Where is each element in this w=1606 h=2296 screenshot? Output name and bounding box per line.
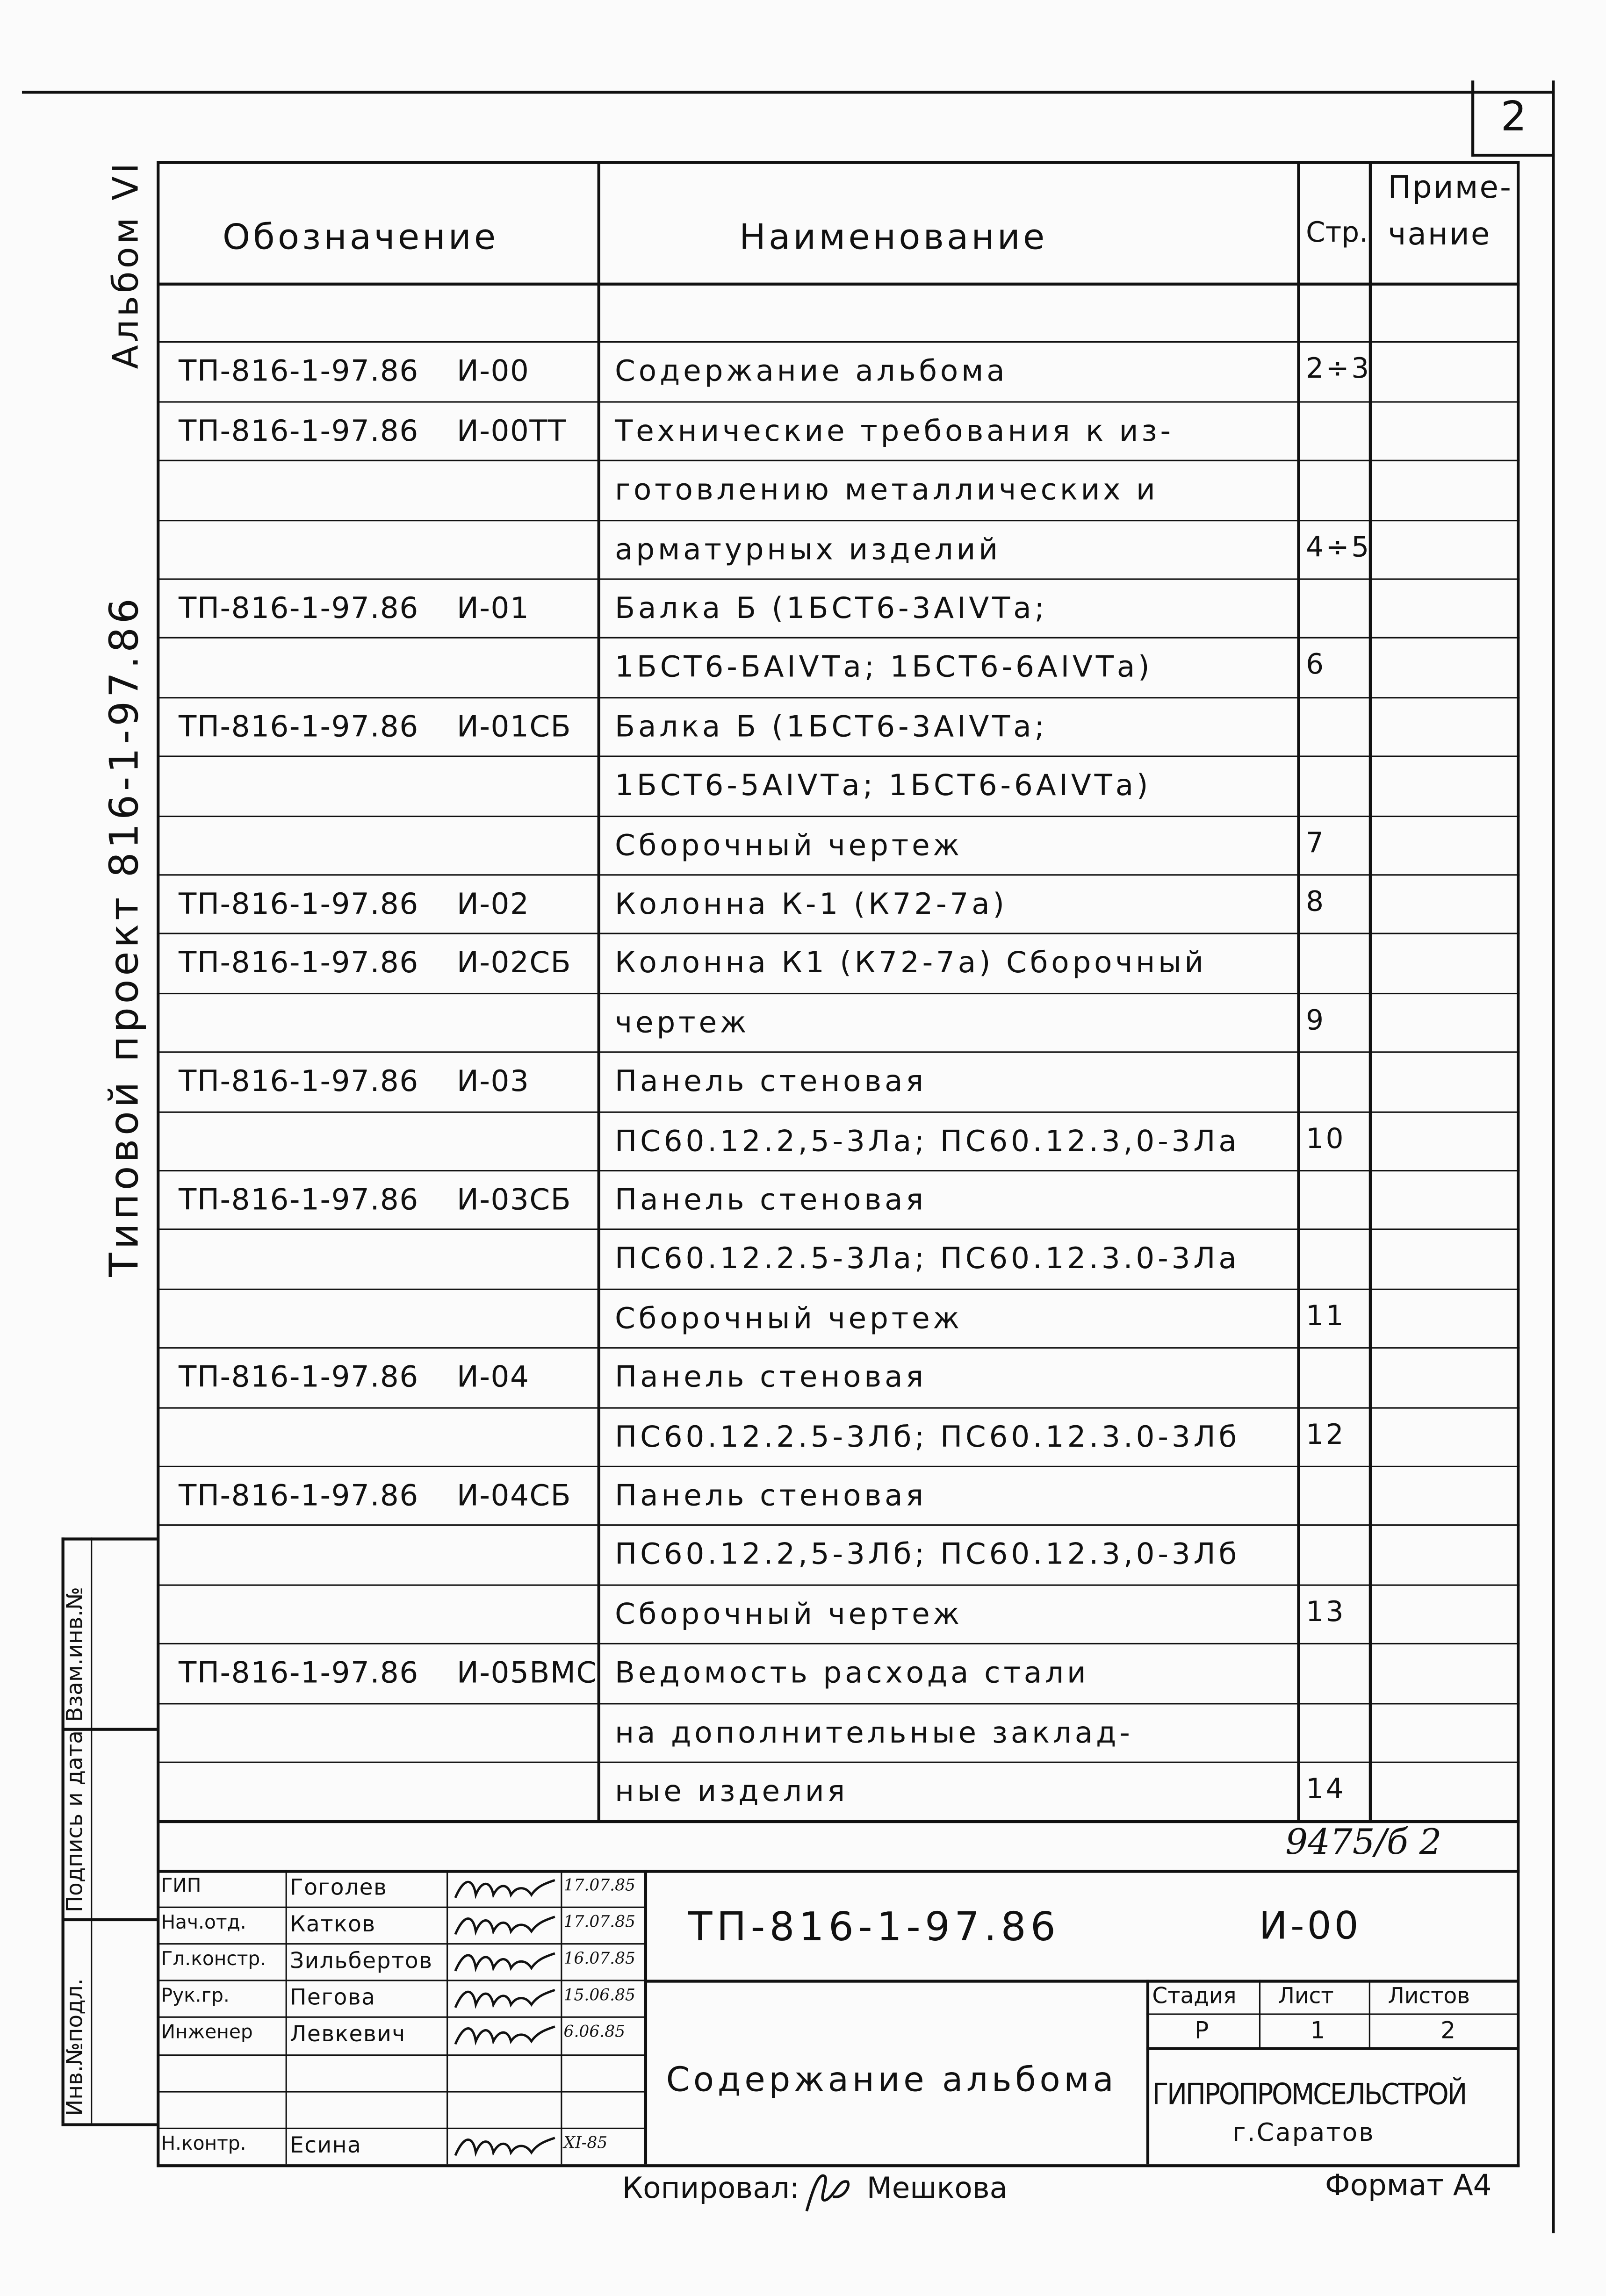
- sheet-label: Лист: [1278, 1982, 1334, 2009]
- row-code-suffix: И-01: [456, 590, 530, 625]
- row-name: на дополнительные заклад-: [615, 1714, 1133, 1750]
- row-page: 12: [1306, 1418, 1346, 1451]
- row-page: 2÷3: [1306, 353, 1371, 386]
- row-name: Сборочный чертеж: [615, 826, 963, 862]
- row-code-suffix: И-02СБ: [456, 945, 572, 980]
- sheet-box-bottom: [1471, 154, 1555, 157]
- row-code: ТП-816-1-97.86: [179, 886, 419, 921]
- signer-date: 15.06.85: [563, 1986, 635, 2005]
- signature: [449, 2129, 561, 2164]
- row-page: 14: [1306, 1773, 1346, 1806]
- archive-number: 9475/б 2: [1285, 1822, 1442, 1863]
- row-code: ТП-816-1-97.86: [179, 1359, 419, 1394]
- row-code-suffix: И-03СБ: [456, 1182, 572, 1217]
- row-name: Панель стеновая: [615, 1063, 927, 1099]
- row-name: Балка Б (1БСТ6-3АIVТа;: [615, 590, 1048, 625]
- sheets-value: 2: [1440, 2016, 1456, 2045]
- copied-label: Копировал:: [622, 2170, 799, 2205]
- signer-name: Пегова: [289, 1984, 376, 2011]
- row-name: ПС60.12.2.5-3Ла; ПС60.12.3.0-3Ла: [615, 1241, 1240, 1276]
- row-name: чертеж: [615, 1004, 750, 1040]
- row-code: ТП-816-1-97.86: [179, 945, 419, 980]
- row-page: 6: [1306, 649, 1326, 682]
- row-code-suffix: И-04СБ: [456, 1477, 572, 1513]
- row-name: 1БСТ6-БАIVТа; 1БСТ6-6АIVТа): [615, 649, 1153, 685]
- row-code: ТП-816-1-97.86: [179, 353, 419, 389]
- stage-value: Р: [1195, 2016, 1209, 2045]
- signer-role: Рук.гр.: [161, 1986, 230, 2008]
- row-page: 4÷5: [1306, 531, 1371, 563]
- row-name: Сборочный чертеж: [615, 1300, 963, 1335]
- row-code-suffix: И-01СБ: [456, 708, 572, 744]
- sheet-value: 1: [1310, 2016, 1325, 2045]
- album-label: Альбом VI: [105, 160, 147, 369]
- signer-role: Инженер: [161, 2023, 253, 2045]
- header-name: Наименование: [739, 216, 1048, 258]
- row-page: 8: [1306, 886, 1326, 918]
- signature: [449, 1981, 561, 2016]
- document-title: Содержание альбома: [666, 2061, 1117, 2100]
- row-code-suffix: И-02: [456, 886, 530, 921]
- signer-role: Гл.констр.: [161, 1949, 266, 1972]
- format-label: Формат А4: [1325, 2167, 1492, 2203]
- row-code: ТП-816-1-97.86: [179, 708, 419, 744]
- signer-name: Левкевич: [289, 2021, 406, 2048]
- signature: [449, 1945, 561, 1980]
- header-note-1: Приме-: [1388, 170, 1512, 205]
- row-name: Балка Б (1БСТ6-3АIVТа;: [615, 708, 1048, 744]
- signer-role: Н.контр.: [161, 2133, 246, 2155]
- copier-signature: [798, 2161, 857, 2220]
- row-name: Технические требования к из-: [615, 412, 1174, 448]
- stamp-label-replace: Взам.инв.№: [61, 1586, 88, 1722]
- signer-date: 6.06.85: [563, 2023, 626, 2042]
- signer-name: Гоголев: [289, 1874, 388, 1901]
- row-code-suffix: И-04: [456, 1359, 530, 1394]
- row-code: ТП-816-1-97.86: [179, 412, 419, 448]
- row-page: 9: [1306, 1004, 1326, 1037]
- signer-date: 17.07.85: [563, 1912, 635, 1932]
- row-code: ТП-816-1-97.86: [179, 1655, 419, 1690]
- row-name: ПС60.12.2,5-3Ла; ПС60.12.3,0-3Ла: [615, 1122, 1240, 1158]
- organization-city: г.Саратов: [1232, 2119, 1375, 2148]
- row-code: ТП-816-1-97.86: [179, 590, 419, 625]
- row-name: ные изделия: [615, 1773, 849, 1808]
- title-designation: ТП-816-1-97.86: [688, 1905, 1060, 1951]
- row-name: ПС60.12.2,5-3Лб; ПС60.12.3,0-3Лб: [615, 1536, 1240, 1572]
- title-designation-suffix: И-00: [1259, 1905, 1361, 1949]
- top-border: [22, 91, 1555, 93]
- row-name: ПС60.12.2.5-3Лб; ПС60.12.3.0-3Лб: [615, 1418, 1240, 1454]
- header-note-2: чание: [1388, 216, 1491, 252]
- row-page: 11: [1306, 1300, 1346, 1333]
- stamp-label-signature: Подпись и дата: [61, 1730, 88, 1913]
- row-code: ТП-816-1-97.86: [179, 1063, 419, 1099]
- row-name: Ведомость расхода стали: [615, 1655, 1089, 1690]
- row-name: Панель стеновая: [615, 1359, 927, 1394]
- row-name: 1БСТ6-5АIVТа; 1БСТ6-6АIVТа): [615, 768, 1152, 803]
- signer-name: Есина: [289, 2131, 362, 2158]
- signer-role: ГИП: [161, 1875, 202, 1898]
- signer-date: 16.07.85: [563, 1949, 635, 1968]
- row-code-suffix: И-03: [456, 1063, 530, 1099]
- signer-date: XI-85: [563, 2133, 608, 2152]
- organization: ГИПРОПРОМСЕЛЬСТРОЙ: [1152, 2076, 1466, 2112]
- row-name: Сборочный чертеж: [615, 1596, 963, 1631]
- signer-date: 17.07.85: [563, 1875, 635, 1895]
- row-code: ТП-816-1-97.86: [179, 1182, 419, 1217]
- row-page: 13: [1306, 1596, 1346, 1628]
- signature: [449, 1908, 561, 1943]
- header-designation: Обозначение: [222, 216, 499, 258]
- sheets-label: Листов: [1388, 1982, 1470, 2009]
- row-code-suffix: И-00ТТ: [456, 412, 567, 448]
- signature: [449, 1872, 561, 1907]
- row-code-suffix: И-00: [456, 353, 530, 389]
- row-name: Панель стеновая: [615, 1477, 927, 1513]
- row-code-suffix: И-05ВМС: [456, 1655, 598, 1690]
- row-name: арматурных изделий: [615, 531, 1001, 567]
- sheet-box-left: [1471, 80, 1474, 157]
- signer-name: Зильбертов: [289, 1948, 433, 1974]
- signer-name: Катков: [289, 1911, 376, 1937]
- copied-name: Мешкова: [866, 2170, 1008, 2205]
- row-name: готовлению металлических и: [615, 472, 1159, 507]
- signer-role: Нач.отд.: [161, 1912, 246, 1935]
- signature: [449, 2018, 561, 2053]
- project-label: Типовой проект 816-1-97.86: [102, 595, 148, 1277]
- stamp-label-inventory: Инв.№подл.: [61, 1978, 88, 2116]
- right-outer-border: [1552, 80, 1555, 2233]
- row-name: Панель стеновая: [615, 1182, 927, 1217]
- stage-label: Стадия: [1152, 1982, 1237, 2009]
- row-name: Колонна К-1 (К72-7а): [615, 886, 1008, 921]
- row-page: 7: [1306, 826, 1326, 859]
- row-page: 10: [1306, 1122, 1346, 1155]
- row-code: ТП-816-1-97.86: [179, 1477, 419, 1513]
- row-name: Колонна К1 (К72-7а) Сборочный: [615, 945, 1207, 980]
- sheet-number: 2: [1500, 92, 1527, 141]
- header-page: Стр.: [1306, 216, 1368, 249]
- row-name: Содержание альбома: [615, 353, 1008, 389]
